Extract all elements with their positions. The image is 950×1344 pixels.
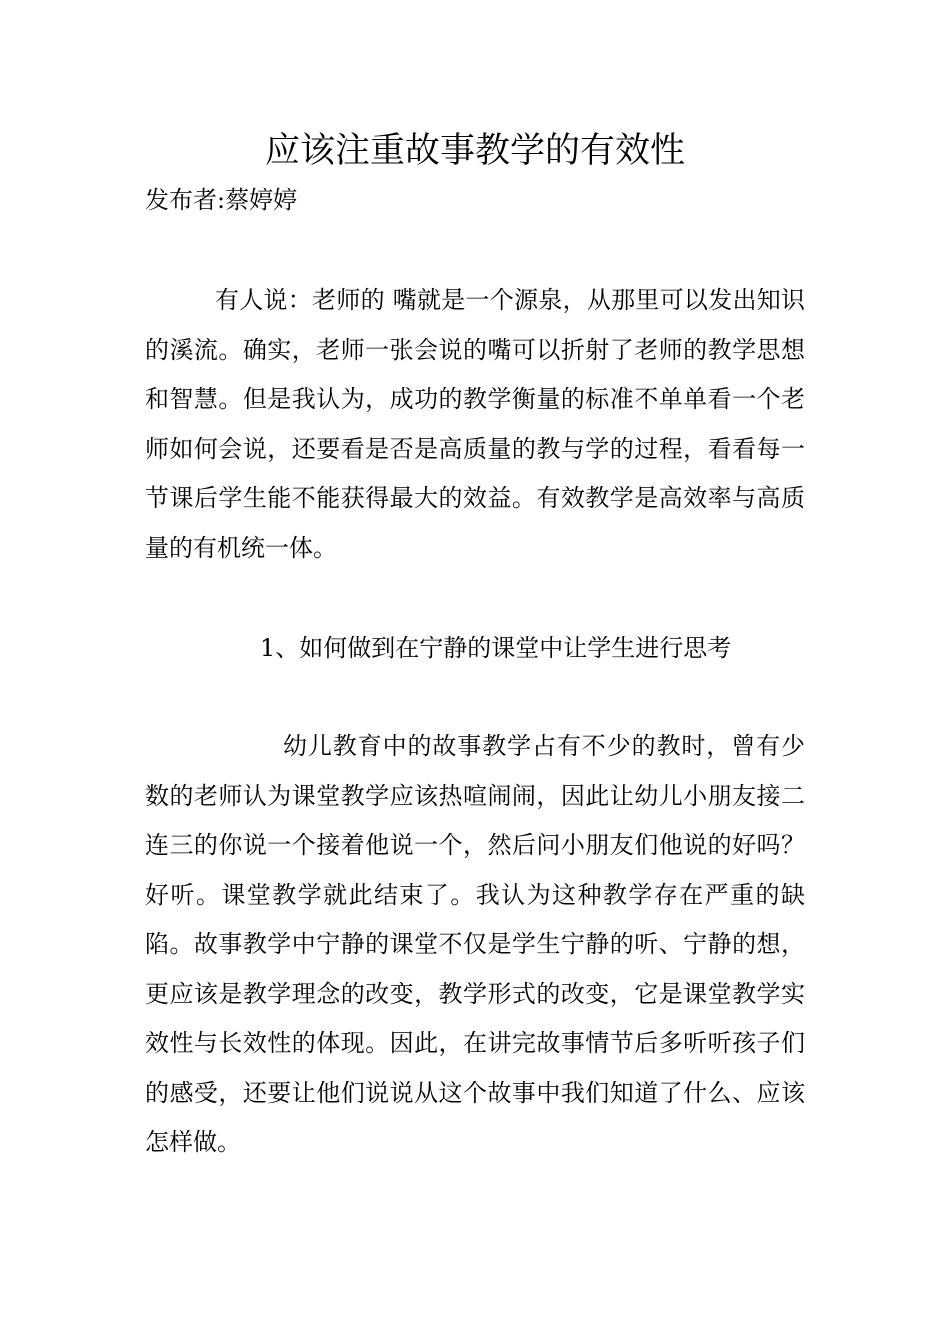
document-title: 应该注重故事教学的有效性: [264, 131, 685, 171]
author-line: 发布者:蔡婷婷: [145, 186, 298, 214]
intro-paragraph: 有人说：老师的 嘴就是一个源泉，从那里可以发出知识的溪流。确实，老师一张会说的嘴可以折射了老师的教学思想和智慧。但是我认为，成功的教学衡量的标准不单单看一个老师如何会说，还要看是否是高质量的教与学的过程，看看每一节课后学生能不能获得最大的效益。有效教学是高效率与高质量的有机统一体。: [145, 286, 805, 562]
section-paragraph: 幼儿教育中的故事教学占有不少的教时，曾有少数的老师认为课堂教学应该热喧闹闹，因此让幼儿小朋友接二连三的你说一个接着他说一个，然后问小朋友们他说的好吗？好听。课堂教学就此结束了。我认为这种教学存在严重的缺陷。故事教学中宁静的课堂不仅是学生宁静的听、宁静的想，更应该是教学理念的改变，教学形式的改变，它是课堂教学实效性与长效性的体现。因此，在讲完故事情节后多听听孩子们的感受，还要让他们说说从这个故事中我们知道了什么、应该怎样做。: [145, 732, 805, 1156]
section-heading: 1、如何做到在宁静的课堂中让学生进行思考: [260, 634, 732, 662]
